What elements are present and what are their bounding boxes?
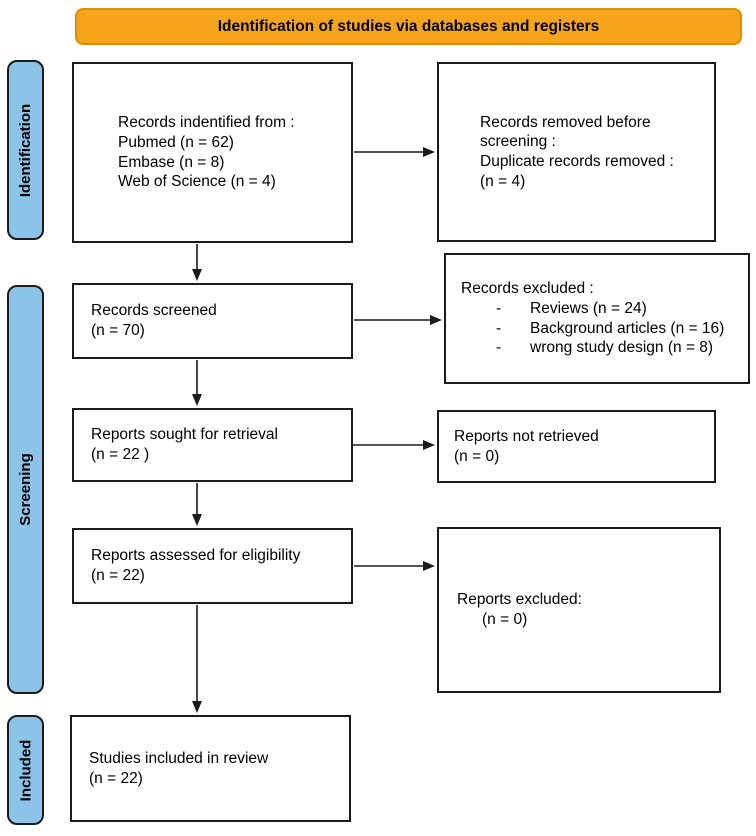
box-line: Pubmed (n = 62) (118, 133, 234, 151)
stage-label-text: Identification (17, 103, 34, 197)
box-line: (n = 0) (454, 447, 500, 465)
box-line: (n = 0) (482, 611, 528, 628)
box-line: Web of Science (n = 4) (118, 173, 276, 191)
excluded-reason-item (461, 299, 748, 319)
stage-label-text: Screening (17, 453, 34, 526)
flow-box-reports-excluded (437, 527, 721, 693)
flow-box-records-screened (72, 283, 353, 359)
box-line: (n = 22) (91, 567, 145, 584)
box-line: (n = 22 ) (91, 446, 150, 463)
stage-label-included (7, 715, 44, 825)
excluded-reason-text: wrong study design (n = 8) (530, 339, 714, 357)
diagram-title: Identification of studies via databases and registers (217, 17, 600, 35)
box-line: Duplicate records removed : (480, 153, 674, 170)
box-line: Records screened (91, 302, 217, 320)
box-line: Records removed before (480, 113, 651, 131)
stage-label-identification (7, 60, 44, 240)
flow-box-records-excluded (444, 253, 750, 384)
box-line: Studies included in review (89, 749, 269, 767)
box-line: (n = 70) (91, 322, 145, 339)
box-line: Reports excluded: (457, 591, 582, 609)
box-line: Embase (n = 8) (118, 153, 225, 171)
excluded-reason-item (461, 338, 748, 358)
flow-box-records-removed (437, 62, 716, 242)
diagram-title-banner (75, 8, 742, 45)
box-line: Reports not retrieved (454, 427, 599, 445)
box-line: Reports assessed for eligibility (91, 547, 301, 565)
flow-box-records-identified (72, 62, 353, 243)
box-line: Records indentified from : (118, 114, 295, 132)
stage-label-text: Included (17, 739, 35, 801)
flow-box-studies-included (70, 715, 351, 822)
flow-box-reports-assessed (72, 528, 353, 604)
box-line: (n = 4) (480, 172, 526, 190)
excluded-reason-item (461, 319, 748, 339)
box-title: Records excluded : (461, 280, 594, 298)
hyphen-bullet: - (496, 339, 502, 357)
flow-box-reports-sought (72, 408, 353, 482)
excluded-reason-text: Reviews (n = 24) (530, 299, 647, 317)
flow-box-reports-not-retrieved (437, 410, 716, 483)
stage-label-screening (7, 285, 44, 694)
box-line: screening : (480, 133, 556, 151)
box-line: Reports sought for retrieval (91, 426, 278, 444)
excluded-reason-text: Background articles (n = 16) (530, 319, 725, 337)
box-line: (n = 22) (89, 769, 143, 787)
hyphen-bullet: - (496, 319, 502, 337)
hyphen-bullet: - (496, 299, 502, 317)
